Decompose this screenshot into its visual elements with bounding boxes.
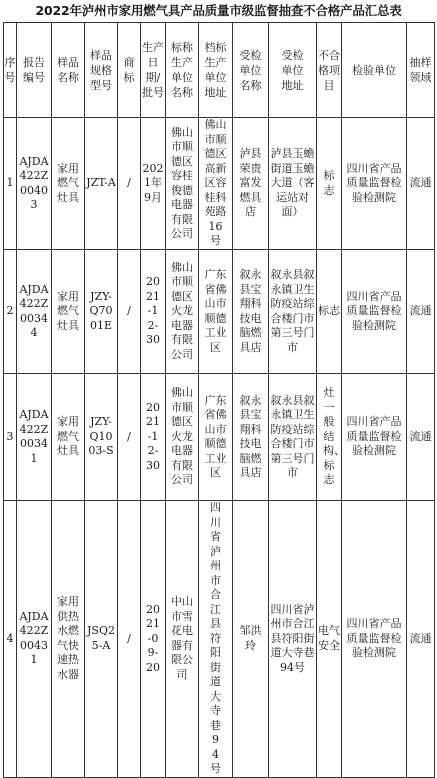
cell-model: JSQ25-A [85, 501, 118, 778]
cell-lab: 四川省产品质量监督检验检测院 [342, 501, 407, 778]
table-row [4, 250, 435, 374]
cell-brand: / [118, 374, 141, 501]
cell-brand: / [118, 501, 141, 778]
cell-lab: 四川省产品质量监督检验检测院 [342, 118, 407, 250]
cell-fail: 灶一般结构、标志 [317, 374, 342, 501]
cell-unit-addr: 四川省泸州市合江县符阳街道大寺巷94号 [269, 501, 317, 778]
header-cell-brand: 商标 [118, 23, 141, 118]
cell-date: 2021-09-20 [141, 501, 166, 778]
header-row [4, 23, 435, 118]
cell-unit-addr: 泸县玉蟾街道玉蟾大道（客运站对面） [269, 118, 317, 250]
cell-name: 家用燃气灶具 [52, 250, 85, 374]
cell-unit-addr: 叙永县叙永镇卫生防疫站综合楼门市第三号门市 [269, 374, 317, 501]
cell-model: JZY-Q1003-S [85, 374, 118, 501]
cell-name: 家用燃气灶具 [52, 374, 85, 501]
table-row [4, 501, 435, 778]
cell-field: 流通 [407, 250, 435, 374]
cell-date: 2021年9月 [141, 118, 166, 250]
cell-mfr-addr: 广东省佛山市顺德工业区 [199, 374, 233, 501]
cell-brand: / [118, 118, 141, 250]
cell-unit: 邹洪玲 [233, 501, 269, 778]
header-cell-unit: 受检单位名称 [233, 23, 269, 118]
report-table [3, 22, 435, 778]
cell-field: 流通 [407, 118, 435, 250]
cell-unit: 叙永县宝翔科技电脑燃具店 [233, 374, 269, 501]
cell-mfr-addr: 四川省泸州市合江县符阳街道大寺巷94号 [199, 501, 233, 778]
cell-mfr-addr: 佛山市顺德区高新区容桂科苑路16号 [199, 118, 233, 250]
cell-brand: / [118, 250, 141, 374]
cell-report: AJDA422Z00403 [17, 118, 52, 250]
table-row [4, 374, 435, 501]
header-cell-date: 生产日期/批号 [141, 23, 166, 118]
cell-name: 家用供热水燃气快速热水器 [52, 501, 85, 778]
page-title: 2022年泸州市家用燃气具产品质量市级监督抽查不合格产品汇总表 [35, 3, 402, 18]
header-cell-field: 抽样领域 [407, 23, 435, 118]
cell-field: 流通 [407, 501, 435, 778]
cell-lab: 四川省产品质量监督检验检测院 [342, 374, 407, 501]
cell-report: AJDA422Z00344 [17, 250, 52, 374]
header-cell-mfr: 标称生产单位名称 [166, 23, 199, 118]
cell-unit: 泸县荣贵富发燃具店 [233, 118, 269, 250]
cell-model: JZY-Q7001E [85, 250, 118, 374]
cell-mfr: 佛山市顺德区火龙电器有限公司 [166, 250, 199, 374]
table-row [4, 118, 435, 250]
cell-no: 1 [4, 118, 17, 250]
header-cell-no: 序号 [4, 23, 17, 118]
header-cell-fail: 不合格项目 [317, 23, 342, 118]
cell-mfr: 中山市雪花电器有限公司 [166, 501, 199, 778]
header-cell-mfr-addr: 档标生产单位地址 [199, 23, 233, 118]
cell-report: AJDA422Z00341 [17, 374, 52, 501]
cell-lab: 四川省产品质量监督检验检测院 [342, 250, 407, 374]
cell-date: 2021-12-30 [141, 250, 166, 374]
cell-mfr: 佛山市顺德区容桂俊德电器有限公司 [166, 118, 199, 250]
header-cell-model: 样品规格型号 [85, 23, 118, 118]
cell-no: 4 [4, 501, 17, 778]
cell-unit: 叙永县宝翔科技电脑燃具店 [233, 250, 269, 374]
cell-fail: 标志 [317, 250, 342, 374]
cell-field: 流通 [407, 374, 435, 501]
cell-unit-addr: 叙永县叙永镇卫生防疫站综合楼门市第三号门市 [269, 250, 317, 374]
cell-fail: 标志 [317, 118, 342, 250]
cell-date: 2021-12-30 [141, 374, 166, 501]
cell-report: AJDA422Z00431 [17, 501, 52, 778]
cell-mfr-addr: 广东省佛山市顺德工业区 [199, 250, 233, 374]
cell-no: 2 [4, 250, 17, 374]
cell-mfr: 佛山市顺德区火龙电器有限公司 [166, 374, 199, 501]
cell-no: 3 [4, 374, 17, 501]
cell-name: 家用燃气灶具 [52, 118, 85, 250]
header-cell-report: 报告编号 [17, 23, 52, 118]
cell-fail: 电气安全 [317, 501, 342, 778]
header-cell-lab: 检验单位 [342, 23, 407, 118]
cell-model: JZT-A [85, 118, 118, 250]
header-cell-name: 样品名称 [52, 23, 85, 118]
header-cell-unit-addr: 受检单位地址 [269, 23, 317, 118]
